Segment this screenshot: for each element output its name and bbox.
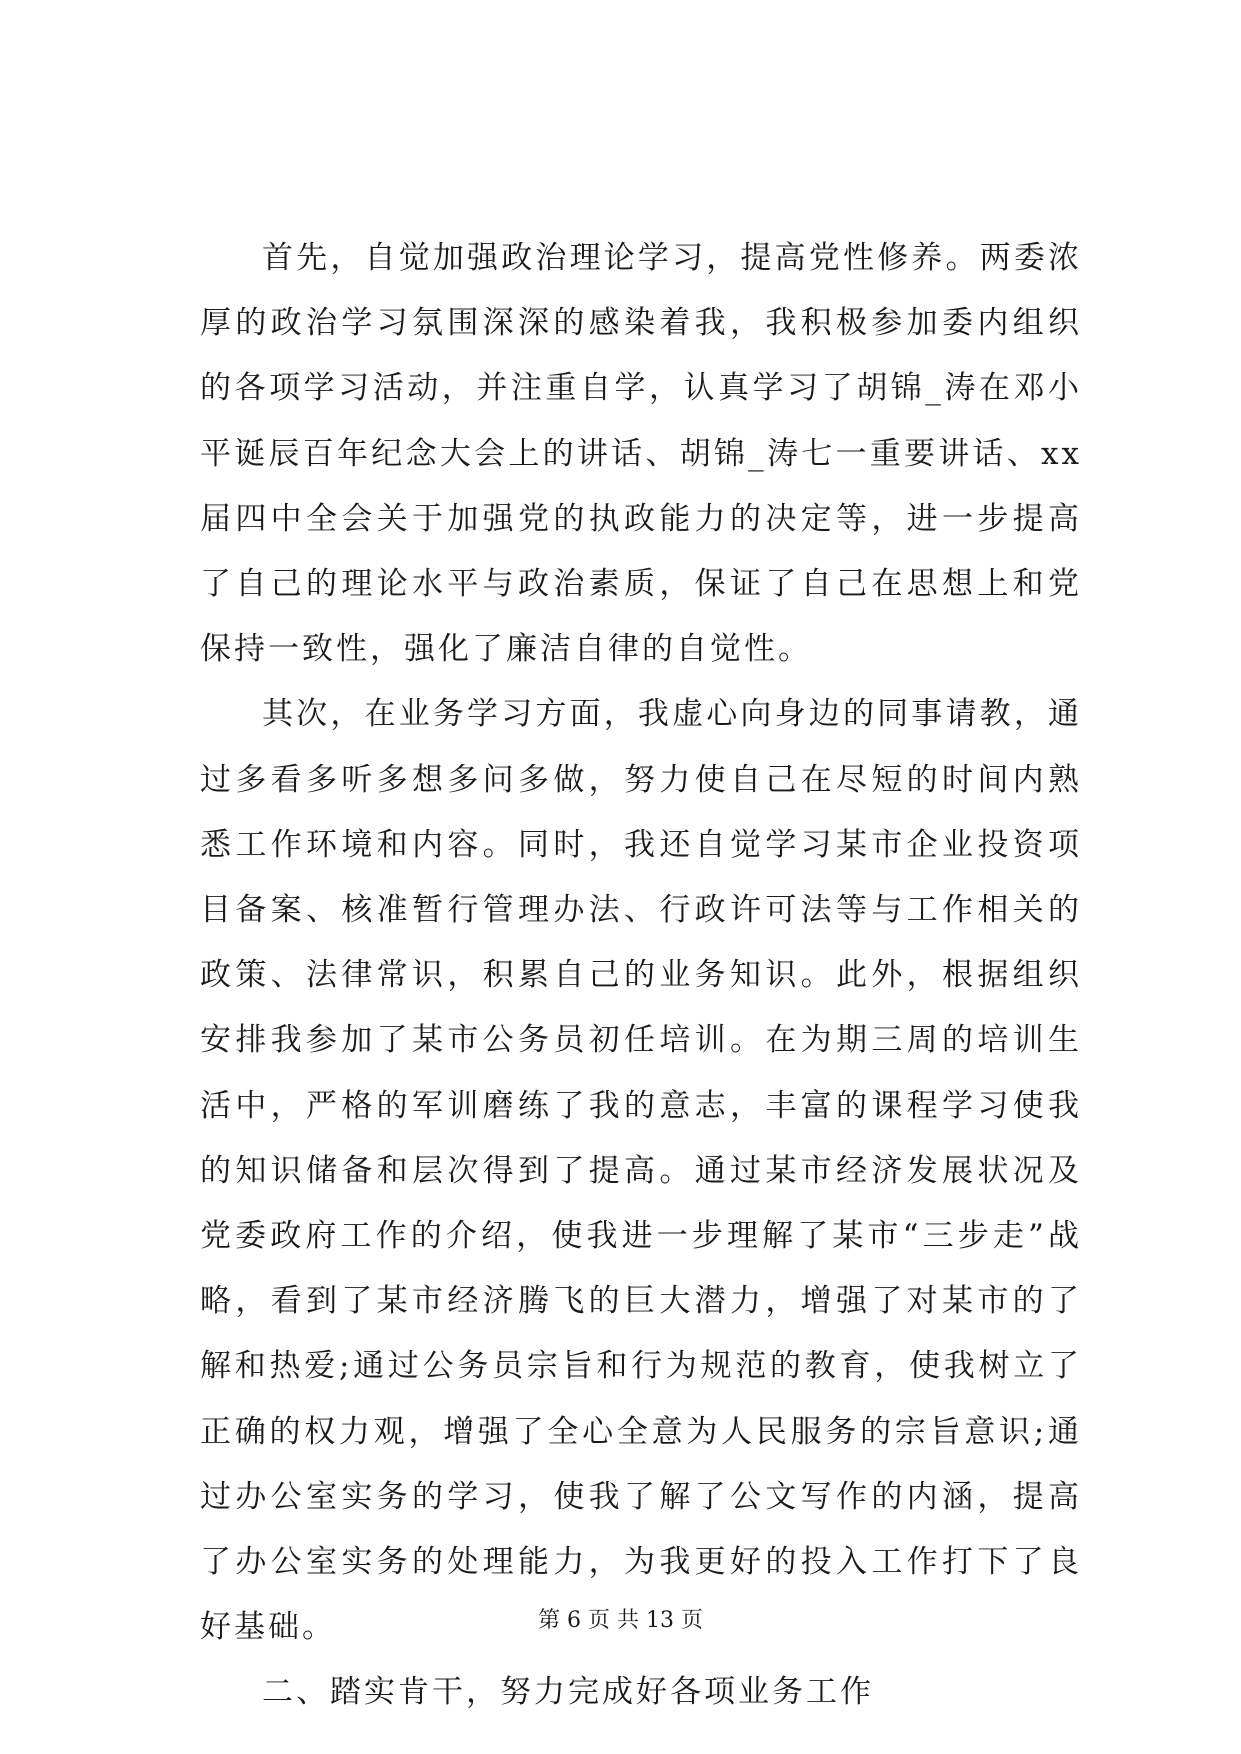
paragraph-business-study: 其次，在业务学习方面，我虚心向身边的同事请教，通过多看多听多想多问多做，努力使自己在尽短的时间内熟悉工作环境和内容。同时，我还自觉学习某市企业投资项目备案、核准暂行管理办法、行政许可法等与工作相关的政策、法律常识，积累自己的业务知识。此外，根据组织安排我参加了某市公务员初任培训。在为期三周的培训生活中，严格的军训磨练了我的意志，丰富的课程学习使我的知识储备和层次得到了提高。通过某市经济发展状况及党委政府工作的介绍，使我进一步理解了某市“三步走”战略，看到了某市经济腾飞的巨大潜力，增强了对某市的了解和热爱;通过公务员宗旨和行为规范的教育，使我树立了正确的权力观，增强了全心全意为人民服务的宗旨意识;通过办公室实务的学习，使我了解了公文写作的内涵，提高了办公室实务的处理能力，为我更好的投入工作打下了良好基础。 xyxy=(200,696,1082,1646)
paragraph-political-study: 首先，自觉加强政治理论学习，提高党性修养。两委浓厚的政治学习氛围深深的感染着我，我积极参加委内组织的各项学习活动，并注重自学，认真学习了胡锦_涛在邓小平诞辰百年纪念大会上的讲话、胡锦_涛七一重要讲话、xx届四中全会关于加强党的执政能力的决定等，进一步提高了自己的理论水平与政治素质，保证了自己在思想上和党保持一致性，强化了廉洁自律的自觉性。 xyxy=(200,240,1082,668)
document-body xyxy=(200,226,1082,1726)
section-heading-work: 二、踏实肯干，努力完成好各项业务工作 xyxy=(262,1674,874,1711)
page-number-footer: 第 6 页 共 13 页 xyxy=(538,1608,703,1633)
